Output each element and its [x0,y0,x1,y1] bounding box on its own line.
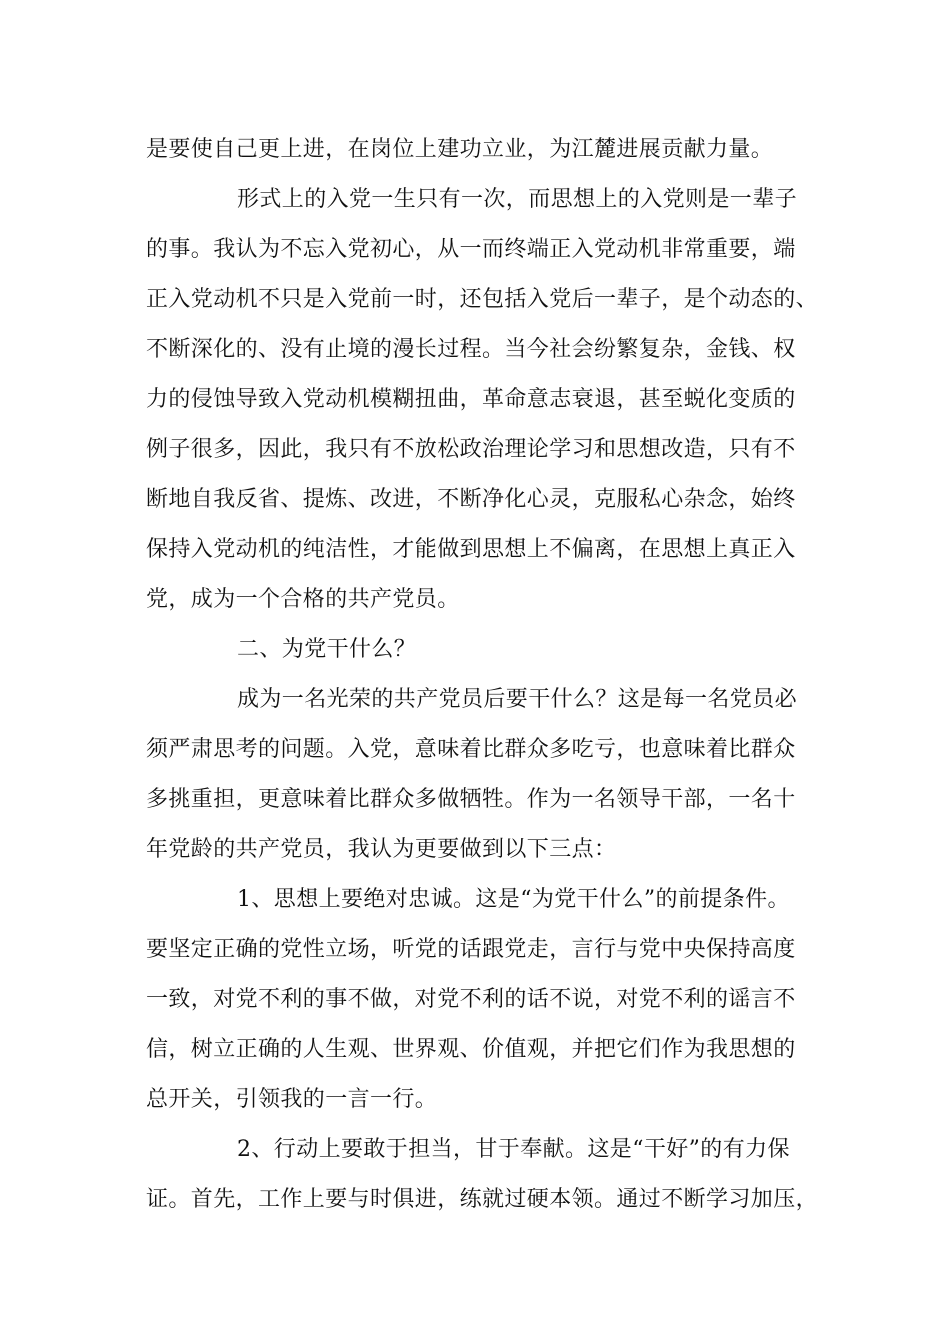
text-line-19: 信，树立正确的人生观、世界观、价值观，并把它们作为我思想的 [146,1037,796,1062]
text-line-14: 多挑重担，更意味着比群众多做牺牲。作为一名领导干部，一名十 [146,787,796,812]
text-line-7: 例子很多，因此，我只有不放松政治理论学习和思想改造，只有不 [146,437,796,462]
text-line-9: 保持入党动机的纯洁性，才能做到思想上不偏离，在思想上真正入 [146,537,796,562]
text-line-8: 断地自我反省、提炼、改进，不断净化心灵，克服私心杂念，始终 [146,487,796,512]
text-line-10: 党，成为一个合格的共产党员。 [146,587,460,612]
text-line-12: 成为一名光荣的共产党员后要干什么？这是每一名党员必 [237,687,798,712]
section-heading: 二、为党干什么？ [237,637,417,662]
text-line-18: 一致，对党不利的事不做，对党不利的话不说，对党不利的谣言不 [146,987,796,1012]
text-line-21: 2、行动上要敢于担当，甘于奉献。这是“干好”的有力保 [237,1137,790,1162]
text-line-13: 须严肃思考的问题。入党，意味着比群众多吃亏，也意味着比群众 [146,737,796,762]
text-line-15: 年党龄的共产党员，我认为更要做到以下三点： [146,837,617,862]
text-line-22: 证。首先，工作上要与时俱进，练就过硬本领。通过不断学习加压， [146,1187,819,1212]
text-line-17: 要坚定正确的党性立场，听党的话跟党走，言行与党中央保持高度 [146,937,796,962]
text-line-3: 的事。我认为不忘入党初心，从一而终端正入党动机非常重要，端 [146,237,796,262]
text-line-5: 不断深化的、没有止境的漫长过程。当今社会纷繁复杂，金钱、权 [146,337,796,362]
text-line-1: 是要使自己更上进，在岗位上建功立业，为江麓进展贡献力量。 [146,137,774,162]
text-line-4: 正入党动机不只是入党前一时，还包括入党后一辈子，是个动态的、 [146,287,819,312]
text-line-20: 总开关，引领我的一言一行。 [146,1087,438,1112]
text-line-6: 力的侵蚀导致入党动机模糊扭曲，革命意志衰退，甚至蜕化变质的 [146,387,796,412]
text-line-16: 1、思想上要绝对忠诚。这是“为党干什么”的前提条件。 [237,887,790,912]
text-line-2: 形式上的入党一生只有一次，而思想上的入党则是一辈子 [237,187,798,212]
